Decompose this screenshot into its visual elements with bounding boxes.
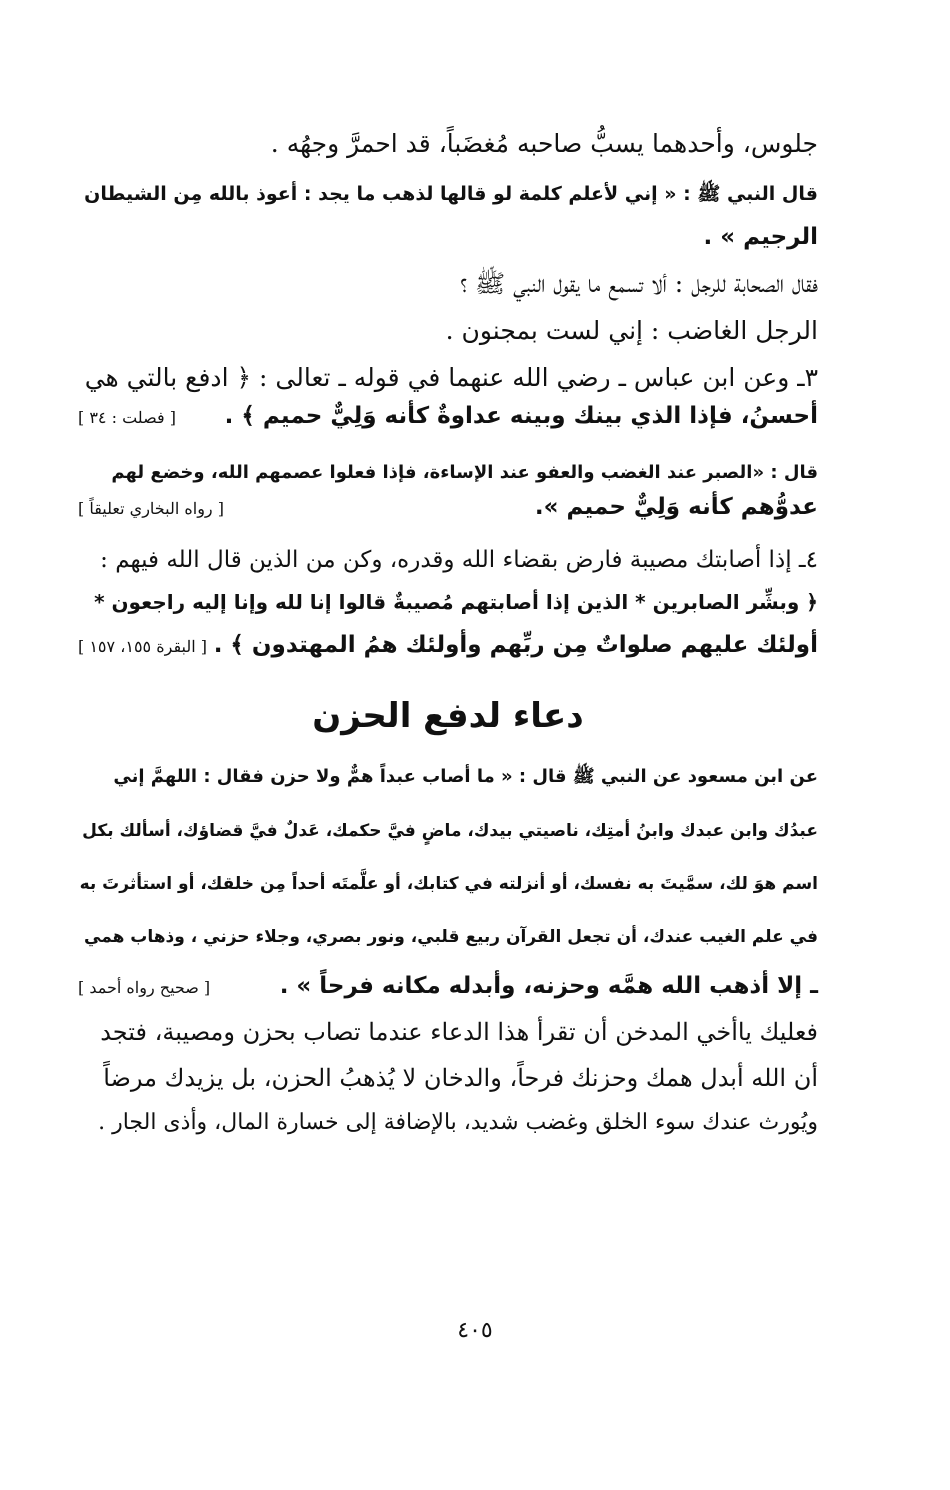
- line-text: قال النبي ﷺ : « إني لأعلم كلمة لو قالها لذهب ما يجد : أعوذ بالله مِن الشيطان: [84, 183, 818, 206]
- text-block-1: [78, 128, 818, 660]
- line-text: أحسنُ، فإذا الذي بينك وبينه عداوةٌ كأنه وَلِيٌّ حميم ﴾ .: [224, 402, 818, 429]
- text-line: [78, 1017, 818, 1047]
- line-text: الرجل الغاضب : إني لست بمجنون .: [445, 316, 818, 345]
- text-line: [78, 183, 818, 207]
- line-text: ـ إلا أذهب الله همَّه وحزنه، وأبدله مكانه فرحاً » .: [279, 973, 818, 1000]
- line-text: فعليك ياأخي المدخن أن تقرأ هذا الدعاء عندما تصاب بحزن ومصيبة، فتجد: [100, 1018, 818, 1046]
- source-reference: [ رواه البخاري تعليقاً ]: [78, 498, 224, 518]
- text-line: [78, 927, 818, 948]
- section-heading: دعاء لدفع الحزن: [312, 696, 584, 736]
- line-text: الرجيم » .: [703, 224, 818, 250]
- text-line: [78, 223, 818, 252]
- text-line: [78, 402, 818, 431]
- line-text: قال : «الصبر عند الغضب والعفو عند الإساءة، فإذا فعلوا عصمهم الله، وخضع لهم: [111, 462, 818, 484]
- source-reference: [ البقرة ١٥٥، ١٥٧ ]: [78, 637, 208, 657]
- text-line: [78, 546, 818, 575]
- page-body: [78, 128, 818, 1137]
- line-text: في علم الغيب عندك، أن تجعل القرآن ربيع قلبي، ونور بصري، وجلاء حزني ، وذهاب همي: [84, 927, 818, 947]
- text-block-2: [78, 766, 818, 1137]
- text-line: [78, 128, 818, 159]
- text-line: [78, 268, 818, 299]
- text-line: [78, 631, 818, 660]
- text-line: [78, 1063, 818, 1093]
- line-text: جلوس، وأحدهما يسبُّ صاحبه مُغضَباً، قد احمرَّ وجهُه .: [270, 129, 818, 158]
- line-text: عدوُّهم كأنه وَلِيٌّ حميم ».: [534, 493, 818, 520]
- text-line: [78, 874, 818, 895]
- line-text: ٣ـ وعن ابن عباس ـ رضي الله عنهما في قوله ـ تعالى : ﴿ ادفع بالتي هي: [84, 363, 818, 393]
- line-text: أن الله أبدل همك وحزنك فرحاً، والدخان لا يُذهبُ الحزن، بل يزيدك مرضاً: [103, 1064, 818, 1092]
- line-text: ٤ـ إذا أصابتك مصيبة فارض بقضاء الله وقدره، وكن من الذين قال الله فيهم :: [100, 546, 818, 573]
- line-text: ويُورث عندك سوء الخلق وغضب شديد، بالإضافة إلى خسارة المال، وأذى الجار .: [98, 1110, 818, 1135]
- text-line: [78, 821, 818, 842]
- source-reference: [ فصلت : ٣٤ ]: [78, 407, 176, 427]
- line-text: أولئك عليهم صلواتٌ مِن ربِّهم وأولئك همُ المهتدون ﴾ .: [213, 632, 818, 659]
- text-line: [78, 590, 818, 615]
- line-text: اسم هوَ لك، سمَّيتَ به نفسك، أو أنزلته في كتابك، أو علَّمتَه أحداً مِن خلقك، أو استأثرتَ به: [79, 873, 818, 894]
- text-line: [78, 1109, 818, 1137]
- text-line: [78, 315, 818, 346]
- page-number: ٤٠٥: [457, 1318, 493, 1343]
- text-line: [78, 972, 818, 1001]
- text-line: [78, 462, 818, 485]
- source-reference: [ صحيح رواه أحمد ]: [78, 978, 211, 998]
- text-line: [78, 493, 818, 522]
- text-line: [78, 766, 818, 789]
- line-text: فقال الصحابة للرجل : ألا تسمع ما يقول النبي ﷺ ؟: [460, 268, 818, 298]
- line-text: عن ابن مسعود عن النبي ﷺ قال : « ما أصاب عبداً همٌّ ولا حزن فقال : اللهمَّ إني: [113, 766, 818, 787]
- line-text: ﴿ وبشِّر الصابرين * الذين إذا أصابتهم مُصيبةٌ قالوا إنا لله وإنا إليه راجعون *: [94, 590, 818, 615]
- text-line: [78, 362, 818, 393]
- line-text: عبدُك وابن عبدك وابنُ أمتِك، ناصيتي بيدك، ماضٍ فيَّ حكمك، عَدلٌ فيَّ قضاؤك، أسألك بكل: [82, 820, 818, 841]
